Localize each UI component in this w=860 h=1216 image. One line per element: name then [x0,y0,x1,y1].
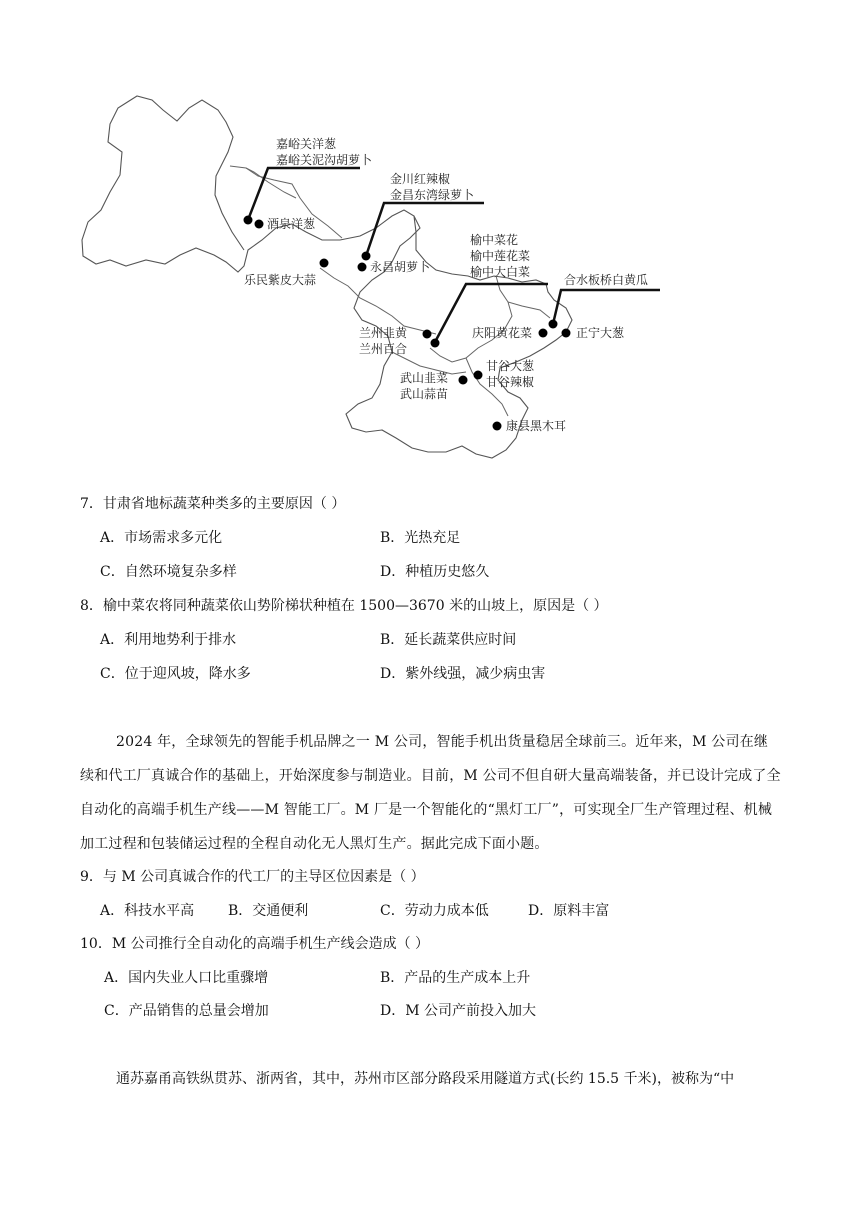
label-heshui-cucumber: 合水板桥白黄瓜 [564,273,649,287]
point-yongchang [358,263,367,272]
q9-option-a[interactable]: A．科技水平高 [100,903,195,919]
q10-stem: 10．M 公司推行全自动化的高端手机生产线会造成（ ） [80,936,430,952]
q9-option-c[interactable]: C．劳动力成本低 [380,903,489,919]
q10-option-b[interactable]: B．产品的生产成本上升 [380,970,531,986]
passage-m-company: 2024 年，全球领先的智能手机品牌之一 M 公司，智能手机出货量稳居全球前三。近年来，M 公司在继续和代工厂真诚合作的基础上，开始深度参与制造业。目前，M 公司不但自研大量高端装备，并已设计完成了全自动化的高端手机生产线——M 智能工厂。M 厂是一个智能化的“黑灯工厂”，可实现全厂生产管理过程、机械加工过程和包装储运过程的全程自动化无人黑灯生产。据此完成下面小题。 [80,734,781,852]
inner-boundary-2 [430,276,512,362]
label-kangxian-fungus: 康县黑木耳 [506,419,567,433]
q8-option-d[interactable]: D．紫外线强，减少病虫害 [380,666,546,682]
label-jinchang-radish: 金昌东湾绿萝卜 [390,188,475,202]
leader-jinchuan [366,203,484,256]
q10-option-d[interactable]: D．M 公司产前投入加大 [380,1003,537,1019]
label-jiayuguan-onion: 嘉峪关洋葱 [276,137,337,151]
q7-option-d[interactable]: D．种植历史悠久 [380,564,490,580]
label-gangu-pepper: 甘谷辣椒 [486,375,535,389]
gansu-vegetable-map [0,0,860,480]
point-jiayuguan [244,216,253,225]
label-lemin-garlic: 乐民紫皮大蒜 [244,273,317,287]
label-zhengning-scallion: 正宁大葱 [576,326,625,340]
q9-option-b[interactable]: B．交通便利 [228,903,309,919]
q7-option-a[interactable]: A．市场需求多元化 [100,530,223,546]
point-yuzhong [431,339,440,348]
label-wushan-sprout: 武山蒜苗 [400,387,449,401]
inner-boundary-3 [508,302,550,318]
point-wushan [459,376,468,385]
q9-option-d[interactable]: D．原料丰富 [528,903,610,919]
leader-heshui [553,290,660,324]
q7-option-b[interactable]: B．光热充足 [380,530,461,546]
q7-option-c[interactable]: C．自然环境复杂多样 [100,564,237,580]
label-yongchang-carrot: 永昌胡萝卜 [370,260,431,274]
q8-option-c[interactable]: C．位于迎风坡，降水多 [100,666,251,682]
label-lanzhou-chive: 兰州韭黄 [359,326,408,340]
passage-high-speed-rail: 通苏嘉甬高铁纵贯苏、浙两省，其中，苏州市区部分路段采用隧道方式(长约 15.5 千米)，被称为“中 [116,1071,735,1087]
label-qingyang-daylily: 庆阳黄花菜 [472,326,533,340]
q8-option-b[interactable]: B．延长蔬菜供应时间 [380,632,517,648]
q9-stem: 9．与 M 公司真诚合作的代工厂的主导区位因素是（ ） [80,869,425,885]
label-jiayuguan-carrot: 嘉峪关泥沟胡萝卜 [276,153,373,167]
point-kangxian [493,422,502,431]
leader-jiayuguan [248,168,360,220]
label-yuzhong-cauliflower: 榆中菜花 [470,233,519,247]
q8-stem: 8．榆中菜农将同种蔬菜依山势阶梯状种植在 1500—3670 米的山坡上，原因是（ ） [80,598,608,614]
label-jinchuan-pepper: 金川红辣椒 [390,172,451,186]
q10-option-c[interactable]: C．产品销售的总量会增加 [104,1003,269,1019]
label-gangu-scallion: 甘谷大葱 [486,359,535,373]
point-heshui [549,320,558,329]
q10-option-a[interactable]: A．国内失业人口比重骤增 [104,970,269,986]
inner-boundary-1 [320,268,436,334]
label-yuzhong-cabbage: 榆中大白菜 [470,265,531,279]
q7-stem: 7．甘肃省地标蔬菜种类多的主要原因（ ） [80,496,346,512]
label-wushan-chive: 武山韭菜 [400,371,449,385]
q8-option-a[interactable]: A．利用地势利于排水 [100,632,237,648]
point-jiuquan [255,220,264,229]
label-jiuquan-onion: 酒泉洋葱 [267,217,316,231]
point-lemin [320,259,329,268]
label-yuzhong-broccoli: 榆中莲花菜 [470,249,531,263]
label-lanzhou-lily: 兰州百合 [359,342,408,356]
point-qingyang [539,329,548,338]
point-zhengning [562,329,571,338]
point-gangu [474,371,483,380]
point-lanzhou [423,330,432,339]
